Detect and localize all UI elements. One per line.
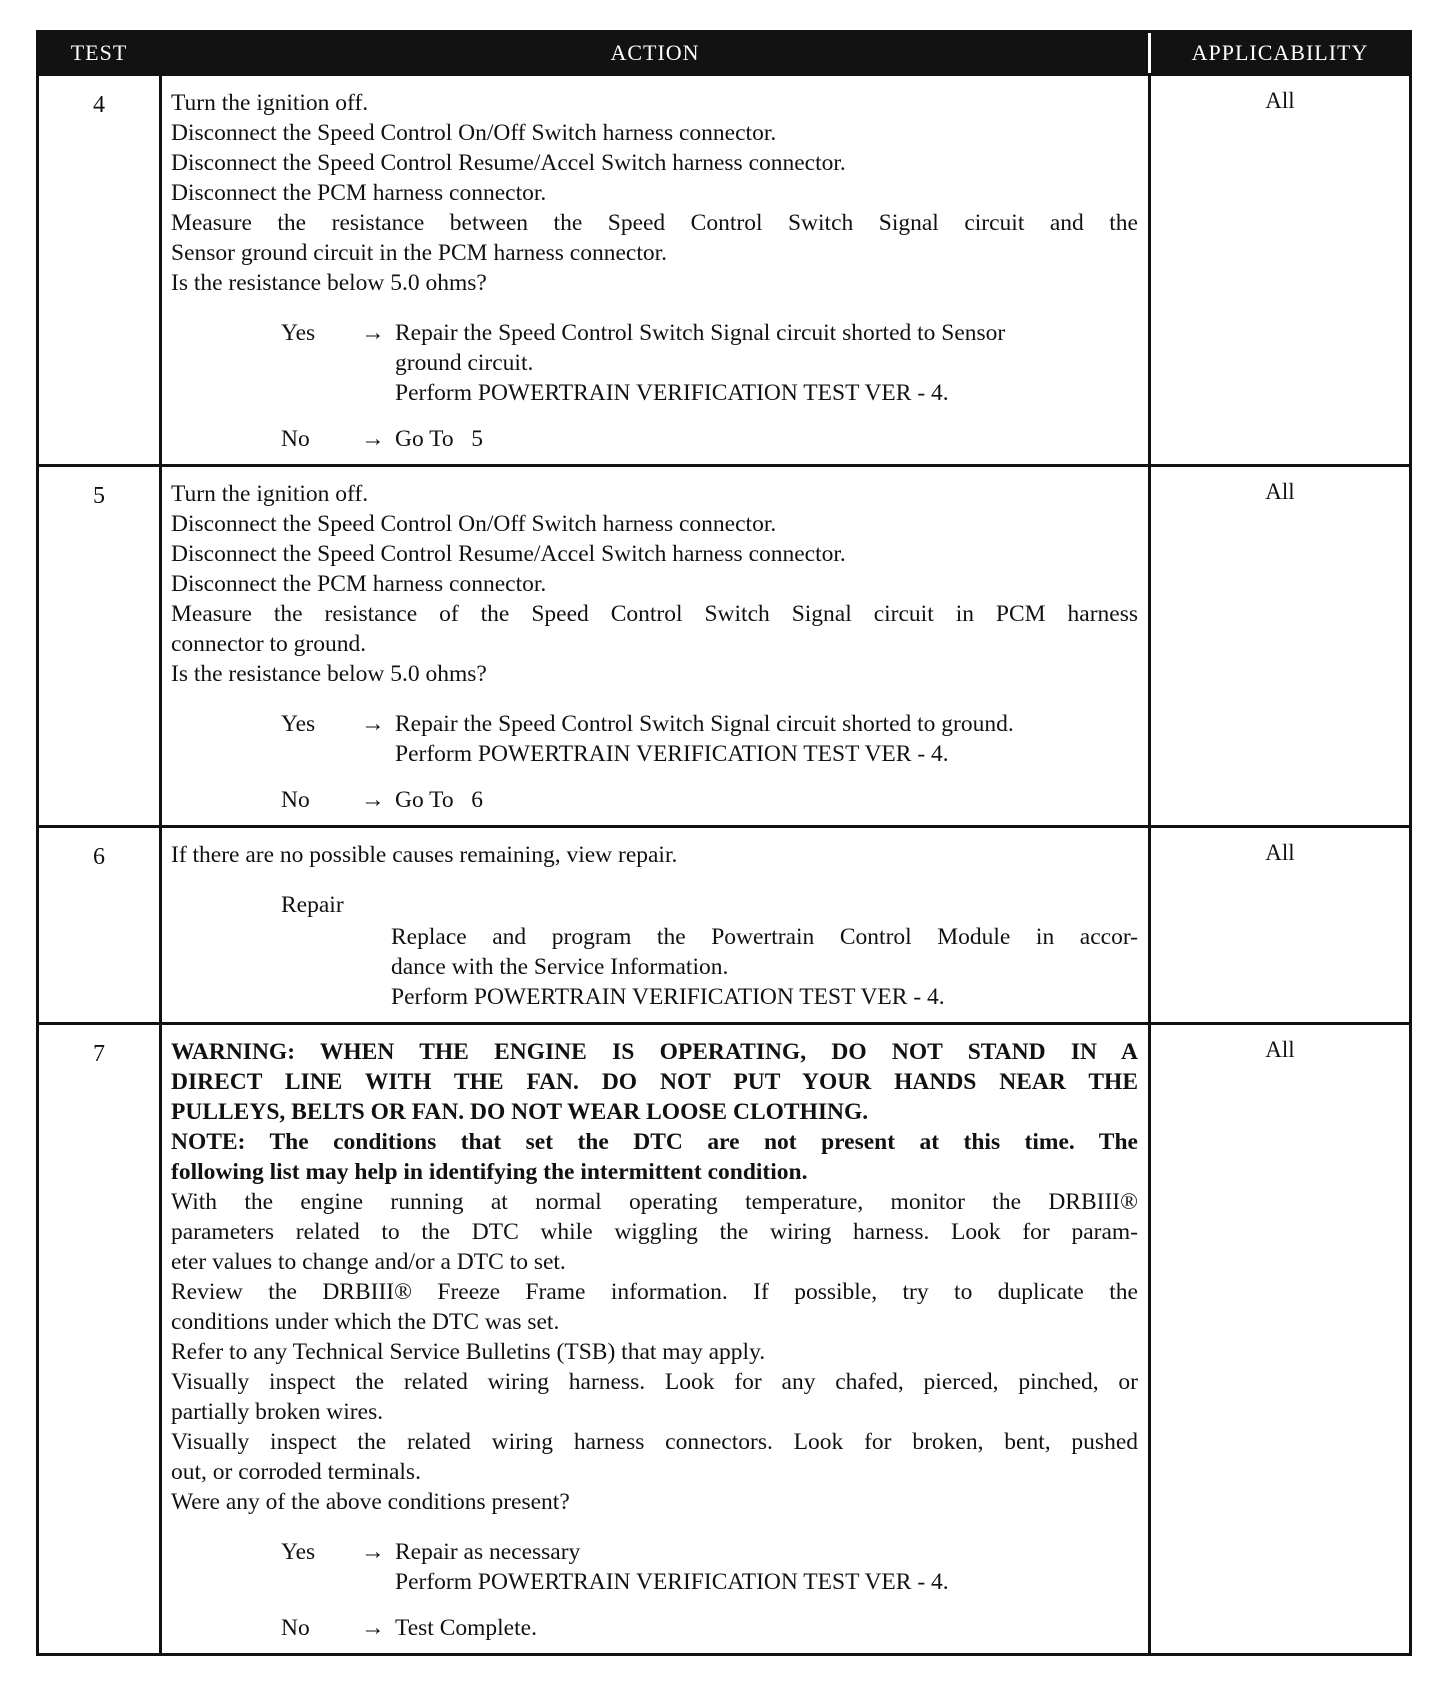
action-line: Were any of the above conditions present? (171, 1489, 570, 1515)
answer-no-text: Go To 6 (395, 787, 484, 813)
note-line: NOTE: The conditions that set the DTC are not present at this time. The (171, 1129, 1138, 1155)
action-line: Disconnect the PCM harness connector. (171, 180, 547, 206)
answer-no-label: No (281, 426, 310, 452)
warning-line: DIRECT LINE WITH THE FAN. DO NOT PUT YOUR HANDS NEAR THE (171, 1069, 1138, 1095)
action-line: Review the DRBIII® Freeze Frame information. If possible, try to duplicate the (171, 1279, 1138, 1305)
action-line: Sensor ground circuit in the PCM harness connector. (171, 240, 668, 266)
arrow-right-icon: → (361, 1539, 385, 1565)
action-line: If there are no possible causes remaining, view repair. (171, 842, 678, 868)
answer-line: Repair as necessary (395, 1539, 581, 1565)
action-line: Measure the resistance of the Speed Control Switch Signal circuit in PCM harness (171, 601, 1138, 627)
arrow-right-icon: → (361, 711, 385, 737)
test-table (36, 30, 1412, 1656)
applicability-cell: All (1265, 840, 1295, 865)
answer-no (171, 785, 1138, 815)
table-row-test-7 (39, 1022, 1409, 1653)
action-line: Measure the resistance between the Speed Control Switch Signal circuit and the (171, 210, 1138, 236)
table-row-test-4 (39, 73, 1409, 464)
answer-yes-text (395, 1537, 1138, 1597)
test-number: 7 (93, 1041, 105, 1067)
applicability-cell: All (1265, 479, 1295, 504)
arrow-right-icon: → (361, 1615, 385, 1641)
answer-yes-label: Yes (281, 1539, 316, 1565)
action-line: With the engine running at normal operating temperature, monitor the DRBIII® (171, 1189, 1138, 1215)
answer-yes (171, 1537, 1138, 1597)
answer-line: Repair the Speed Control Switch Signal circuit shorted to ground. (395, 711, 1014, 737)
repair-text (391, 922, 1138, 1012)
answer-no-label: No (281, 787, 310, 813)
action-cell (159, 467, 1151, 825)
warning-line: WARNING: WHEN THE ENGINE IS OPERATING, DO NOT STAND IN A (171, 1039, 1138, 1065)
action-line: out, or corroded terminals. (171, 1459, 421, 1485)
action-line: parameters related to the DTC while wiggling the wiring harness. Look for param- (171, 1219, 1138, 1245)
arrow-right-icon: → (361, 426, 385, 452)
answer-yes-text (395, 709, 1138, 769)
test-number: 6 (93, 844, 105, 870)
answer-yes-label: Yes (281, 320, 316, 346)
note-line: following list may help in identifying the intermittent condition. (171, 1159, 808, 1185)
answer-no-text: Go To 5 (395, 426, 484, 452)
header-applicability: APPLICABILITY (1148, 33, 1409, 73)
action-line: Visually inspect the related wiring harness connectors. Look for broken, bent, pushed (171, 1429, 1138, 1455)
test-number: 4 (93, 92, 105, 118)
applicability-cell: All (1265, 88, 1295, 113)
answer-line: Perform POWERTRAIN VERIFICATION TEST VER - 4. (395, 1569, 949, 1595)
answers (171, 709, 1138, 815)
answer-yes (171, 709, 1138, 769)
action-line: Is the resistance below 5.0 ohms? (171, 270, 487, 296)
action-line: Visually inspect the related wiring harness. Look for any chafed, pierced, pinched, or (171, 1369, 1138, 1395)
answer-line: Perform POWERTRAIN VERIFICATION TEST VER - 4. (395, 741, 949, 767)
header-test: TEST (70, 40, 128, 65)
table-row-test-5 (39, 464, 1409, 825)
answer-no-label: No (281, 1615, 310, 1641)
warning-line: PULLEYS, BELTS OR FAN. DO NOT WEAR LOOSE CLOTHING. (171, 1099, 869, 1125)
answer-line: Repair the Speed Control Switch Signal circuit shorted to Sensor (395, 320, 1006, 346)
answer-line: Perform POWERTRAIN VERIFICATION TEST VER - 4. (395, 380, 949, 406)
header-action: ACTION (159, 33, 1148, 73)
arrow-right-icon: → (361, 787, 385, 813)
applicability-cell: All (1265, 1037, 1295, 1062)
table-header (39, 33, 1409, 73)
arrow-right-icon: → (361, 320, 385, 346)
table-row-test-6 (39, 825, 1409, 1022)
answer-yes-label: Yes (281, 711, 316, 737)
action-line: Is the resistance below 5.0 ohms? (171, 661, 487, 687)
action-line: Disconnect the Speed Control Resume/Accel Switch harness connector. (171, 541, 846, 567)
action-line: conditions under which the DTC was set. (171, 1309, 560, 1335)
action-cell (159, 1025, 1151, 1653)
answers (171, 1537, 1138, 1643)
action-line: Disconnect the Speed Control Resume/Accel Switch harness connector. (171, 150, 846, 176)
action-line: Turn the ignition off. (171, 90, 369, 116)
repair-line: Replace and program the Powertrain Control Module in accor- (391, 924, 1138, 950)
answers (171, 318, 1138, 454)
answer-no (171, 424, 1138, 454)
action-cell (159, 828, 1151, 1022)
answer-yes-text (395, 318, 1138, 408)
test-number: 5 (93, 483, 105, 509)
action-line: Disconnect the Speed Control On/Off Switch harness connector. (171, 511, 777, 537)
answer-no (171, 1613, 1138, 1643)
action-line: connector to ground. (171, 631, 367, 657)
action-line: Disconnect the Speed Control On/Off Switch harness connector. (171, 120, 777, 146)
action-line: Disconnect the PCM harness connector. (171, 571, 547, 597)
action-line: Turn the ignition off. (171, 481, 369, 507)
repair-line: Perform POWERTRAIN VERIFICATION TEST VER - 4. (391, 984, 945, 1010)
answer-no-text: Test Complete. (395, 1615, 537, 1641)
repair-label: Repair (281, 892, 344, 918)
action-cell (159, 76, 1151, 464)
answer-line: ground circuit. (395, 350, 534, 376)
answer-yes (171, 318, 1138, 408)
repair-line: dance with the Service Information. (391, 954, 729, 980)
action-line: eter values to change and/or a DTC to set. (171, 1249, 566, 1275)
action-line: partially broken wires. (171, 1399, 384, 1425)
action-line: Refer to any Technical Service Bulletins (TSB) that may apply. (171, 1339, 766, 1365)
